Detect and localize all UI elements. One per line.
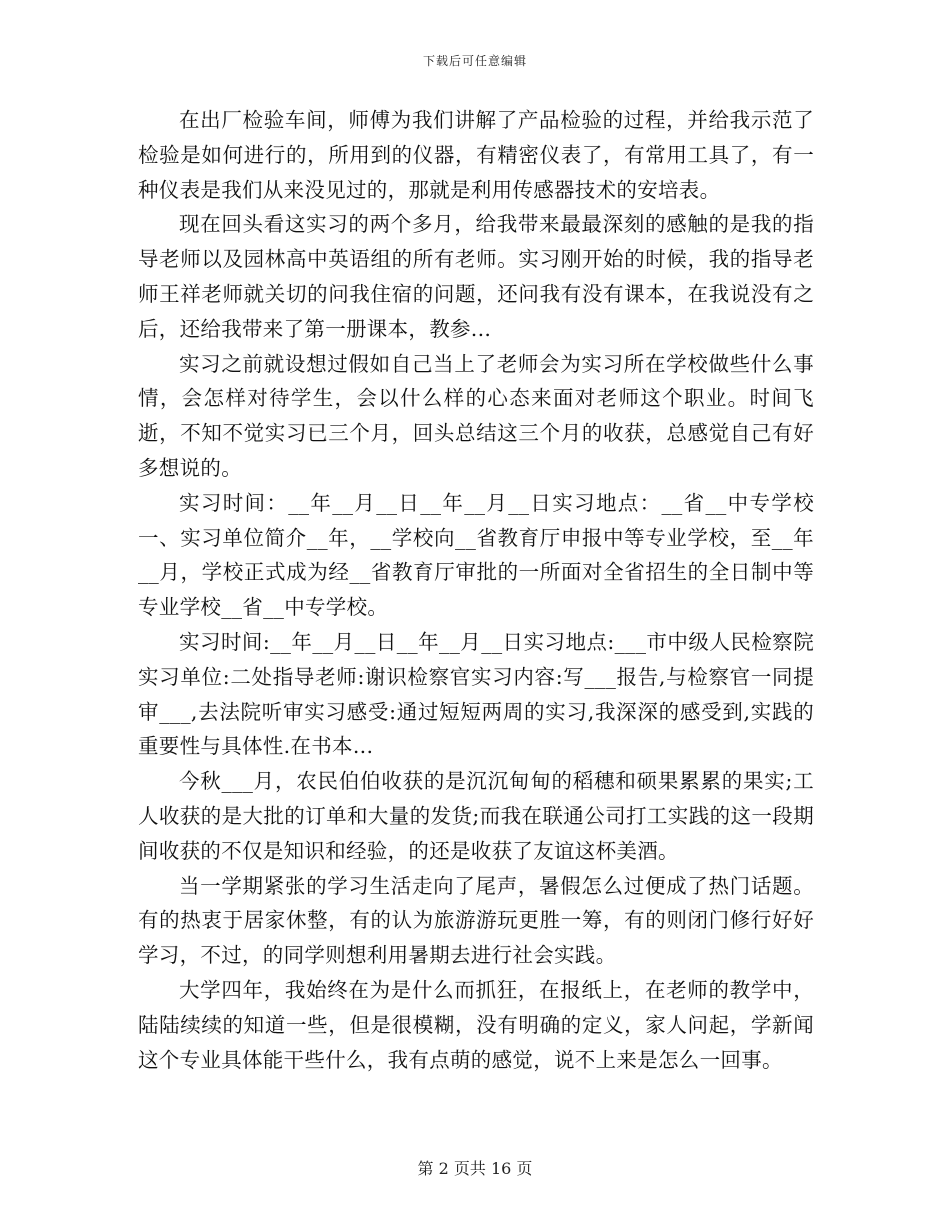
paragraph-8: 大学四年，我始终在为是什么而抓狂，在报纸上，在老师的教学中，陆陆续续的知道一些，但是很模糊，没有明确的定义，家人问起，学新闻这个专业具体能干些什么，我有点萌的感觉，说不上来是怎么一回事。 (138, 977, 814, 1072)
paragraph-5: 实习时间:__年__月__日__年__月__日实习地点:___市中级人民检察院实习单位:二处指导老师:谢识检察官实习内容:写___报告,与检察官一同提审___,去法院听审实习感受:通过短短两周的实习,我深深的感受到,实践的重要性与具体性.在书本... (138, 629, 814, 759)
paragraph-4: 实习时间：__年__月__日__年__月__日实习地点：__省__中专学校一、实习单位简介__年，__学校向__省教育厅申报中等专业学校，至__年__月，学校正式成为经__省教育厅审批的一所面对全省招生的全日制中等专业学校__省__中专学校。 (138, 490, 814, 620)
paragraph-6: 今秋___月，农民伯伯收获的是沉沉甸甸的稻穗和硕果累累的果实;工人收获的是大批的订单和大量的发货;而我在联通公司打工实践的这一段期间收获的不仅是知识和经验，的还是收获了友谊这杯美酒。 (138, 769, 814, 863)
paragraph-7: 当一学期紧张的学习生活走向了尾声，暑假怎么过便成了热门话题。有的热衷于居家休整，有的认为旅游游玩更胜一筹，有的则闭门修行好好学习，不过，的同学则想利用暑期去进行社会实践。 (138, 873, 814, 968)
paragraph-1: 在出厂检验车间，师傅为我们讲解了产品检验的过程，并给我示范了检验是如何进行的，所用到的仪器，有精密仪表了，有常用工具了，有一种仪表是我们从来没见过的，那就是利用传感器技术的安培表。 (138, 108, 814, 202)
document-body (138, 103, 814, 1077)
page-number: 第 2 页共 16 页 (417, 1159, 533, 1178)
paragraph-2: 现在回头看这实习的两个多月，给我带来最最深刻的感触的是我的指导老师以及园林高中英语组的所有老师。实习刚开始的时候，我的指导老师王祥老师就关切的问我住宿的问题，还问我有没有课本，在我说没有之后，还给我带来了第一册课本，教参... (138, 212, 814, 341)
paragraph-3: 实习之前就设想过假如自己当上了老师会为实习所在学校做些什么事情，会怎样对待学生，会以什么样的心态来面对老师这个职业。时间飞逝，不知不觉实习已三个月，回头总结这三个月的收获，总感觉自己有好多想说的。 (138, 351, 814, 480)
page-header-note: 下载后可任意编辑 (422, 54, 527, 68)
